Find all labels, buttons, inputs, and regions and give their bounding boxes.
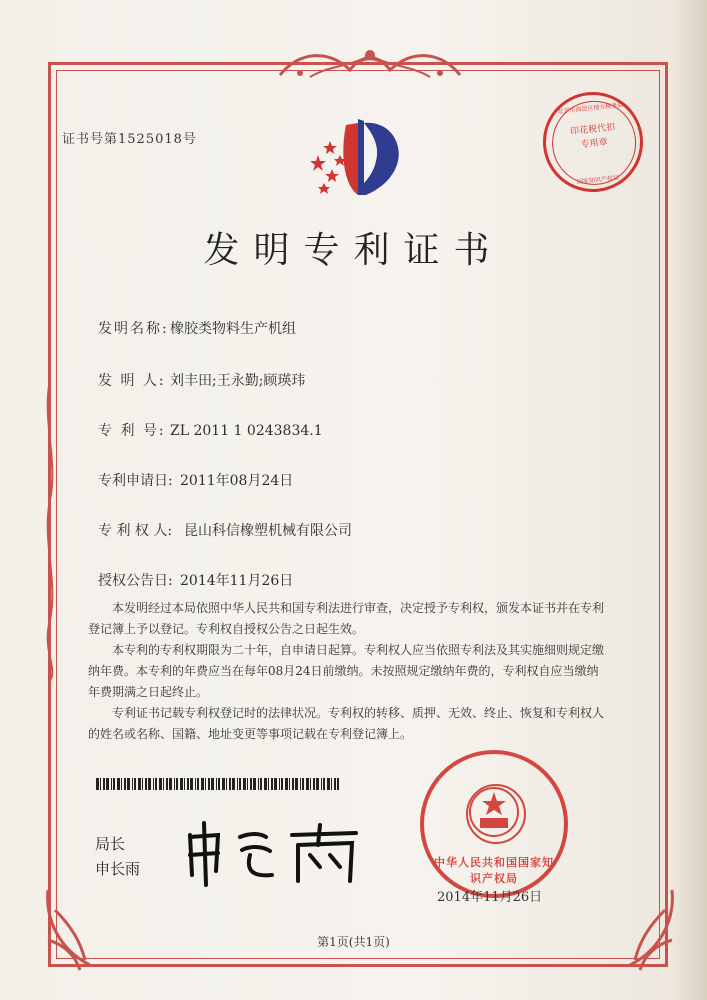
barcode-bar [232,778,235,790]
barcode-bar [134,778,136,790]
barcode-bar [211,778,214,790]
barcode-bar [138,778,141,790]
field-application-date [98,470,293,490]
barcode-bar [127,778,130,790]
field-label: 专利申请日: [98,473,173,489]
tax-stamp: 印花税代扣专用章 北京市海淀区地方税务局 国家知识产权局 [538,87,648,197]
barcode-bar [195,778,196,790]
barcode-bar [337,778,339,790]
barcode-bar [180,778,183,790]
barcode-bar [155,778,157,790]
page-edge-shadow [669,0,707,1000]
barcode-bar [166,778,168,790]
issue-date: 2014年11月26日 [437,890,543,905]
field-value: ZL 2011 1 0243834.1 [170,423,323,439]
barcode-bar [258,778,259,790]
barcode-bar [142,778,143,790]
barcode-bar [302,778,304,790]
handwritten-signature [180,815,370,890]
barcode-bar [300,778,301,790]
national-emblem-icon [466,784,522,840]
barcode-bar [153,778,154,790]
paragraph: 本发明经过本局依照中华人民共和国专利法进行审查，决定授予专利权，颁发本证书并在专利登记簿上予以登记。专利权自授权公告之日起生效。 [88,601,605,636]
barcode-bar [313,778,315,790]
barcode-bar [174,778,175,790]
barcode-bar [237,778,238,790]
barcode-bar [208,778,210,790]
field-label: 发 明 人: [98,373,166,389]
barcode-bar [306,778,309,790]
barcode-bar [117,778,120,790]
page-number: 第1页(共1页) [317,935,390,949]
barcode-bar [247,778,248,790]
field-value: 刘丰田;王永勤;顾瑛玮 [170,373,306,389]
barcode-bar [222,778,225,790]
barcode-bar [226,778,227,790]
barcode-bar [260,778,262,790]
certificate-number: 证书号第1525018号 [62,132,197,147]
barcode-bar [197,778,199,790]
barcode-bar [100,778,101,790]
barcode-bar [279,778,280,790]
barcode-bar [169,778,172,790]
field-value: 2011年08月24日 [180,473,294,489]
side-ornament-left [40,380,60,680]
barcode-bar [111,778,112,790]
field-value: 橡胶类物料生产机组 [170,321,296,337]
barcode-bar [327,778,330,790]
barcode-bar [132,778,133,790]
field-patent-number [98,420,323,440]
certificate-title: 发明专利证书 [203,230,504,271]
corner-ornament-bottom-right [590,880,680,975]
barcode-bar [285,778,288,790]
barcode-bar [289,778,290,790]
barcode-bar [159,778,162,790]
barcode-bar [218,778,220,790]
barcode [96,778,339,790]
barcode-bar [334,778,336,790]
barcode-bar [103,778,105,790]
barcode-bar [187,778,189,790]
barcode-bar [243,778,246,790]
barcode-bar [271,778,273,790]
barcode-bar [113,778,115,790]
barcode-bar [321,778,322,790]
paragraph: 专利证书记载专利权登记时的法律状况。专利权的转移、质押、无效、终止、恢复和专利权人的姓名或名称、国籍、地址变更等事项记载在专利登记簿上。 [88,706,605,741]
top-ornament [270,45,470,87]
barcode-bar [268,778,269,790]
barcode-bar [229,778,231,790]
barcode-bar [264,778,267,790]
barcode-bar [184,778,185,790]
field-value: 昆山科信橡塑机械有限公司 [184,523,352,539]
barcode-bar [148,778,151,790]
director-title: 局长 [95,835,126,853]
paragraph: 本专利的专利权期限为二十年，自申请日起算。专利权人应当依照专利法及其实施细则规定缴纳年费。本专利的年费应当在每年08月24日前缴纳。未按照规定缴纳年费的，专利权自应当缴纳年费期满之日起终止。 [88,643,605,699]
barcode-bar [201,778,204,790]
barcode-bar [274,778,277,790]
field-inventors [98,370,305,390]
barcode-bar [250,778,252,790]
official-seal: 中华人民共和国国家知识产权局 [420,750,568,898]
barcode-bar [281,778,283,790]
barcode-bar [331,778,332,790]
barcode-bar [190,778,193,790]
barcode-bar [310,778,311,790]
field-invention-name [98,318,296,338]
barcode-bar [176,778,178,790]
field-value: 2014年11月26日 [180,573,294,589]
certificate-body [88,598,608,745]
patent-office-logo [300,115,410,200]
barcode-bar [121,778,122,790]
field-label: 授权公告日: [98,573,173,589]
barcode-bar [295,778,298,790]
barcode-bar [96,778,99,790]
field-patentee [98,520,352,540]
barcode-bar [205,778,206,790]
barcode-bar [216,778,217,790]
barcode-bar [253,778,256,790]
field-label: 发明名称: [98,321,169,337]
barcode-bar [316,778,319,790]
field-grant-date [98,570,293,590]
corner-ornament-bottom-left [40,880,130,975]
barcode-bar [292,778,294,790]
barcode-bar [323,778,325,790]
field-label: 专 利 权 人: [98,523,173,539]
barcode-bar [124,778,126,790]
barcode-bar [145,778,147,790]
field-label: 专 利 号: [98,423,166,439]
barcode-bar [106,778,109,790]
director-name: 申长雨 [95,860,141,878]
barcode-bar [163,778,164,790]
barcode-bar [239,778,241,790]
